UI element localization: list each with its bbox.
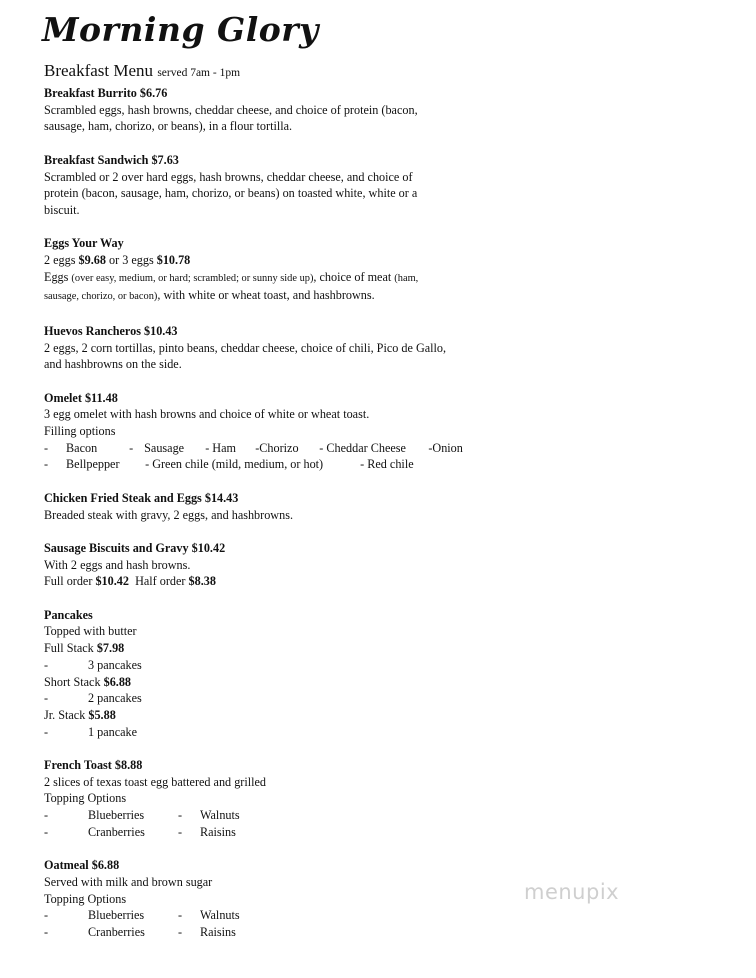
option: - Ham <box>205 440 236 455</box>
option: Walnuts <box>200 808 240 823</box>
item-name: Huevos Rancheros <box>44 323 141 338</box>
menu-item-pancakes <box>44 607 514 741</box>
item-price: $11.48 <box>84 390 118 405</box>
item-name: Breakfast Sandwich <box>44 152 149 167</box>
item-name: Sausage Biscuits and Gravy <box>44 540 189 555</box>
menu-item-huevos <box>44 323 514 373</box>
desc-rest: , with white or wheat toast, and hashbrowns. <box>157 288 375 303</box>
menu-item-oatmeal <box>44 857 514 941</box>
size-line <box>44 674 514 691</box>
two-eggs-label: 2 eggs <box>44 253 76 267</box>
desc-eggs: Eggs <box>44 269 69 284</box>
item-title <box>44 390 514 407</box>
item-description <box>44 269 514 288</box>
bullet-dash: - <box>44 908 49 923</box>
bullet-dash: - <box>44 824 49 839</box>
item-name: Omelet <box>44 390 82 405</box>
item-description: Scrambled or 2 over hard eggs, hash browns, cheddar cheese, and choice of <box>44 169 413 184</box>
topping-options-row <box>44 824 514 841</box>
item-price: $8.88 <box>114 758 143 772</box>
topping-options-row <box>44 924 514 941</box>
option: - Cheddar Cheese <box>319 440 406 455</box>
option: Cranberries <box>88 824 145 839</box>
menu-item-omelet <box>44 390 514 474</box>
option: Sausage <box>144 440 185 455</box>
option: Raisins <box>200 925 236 940</box>
watermark-logo: menupix <box>524 880 620 904</box>
item-name: Oatmeal <box>44 858 89 873</box>
item-title <box>44 323 514 340</box>
bullet-dash: - <box>178 808 183 823</box>
item-title <box>44 757 514 774</box>
option: Blueberries <box>88 908 145 923</box>
size-label: Full Stack <box>44 641 94 656</box>
or-text: or <box>109 253 120 267</box>
desc-meat: , choice of meat <box>313 269 392 284</box>
option: Cranberries <box>88 925 145 940</box>
option: -Chorizo <box>255 440 299 455</box>
desc-meat-options: (ham, <box>394 272 419 284</box>
half-order-price: $8.38 <box>188 574 216 589</box>
item-title <box>44 857 514 874</box>
menu-name: Breakfast Menu <box>44 61 154 80</box>
size-line <box>44 640 514 657</box>
item-title <box>44 490 514 507</box>
item-description: 2 slices of texas toast egg battered and grilled <box>44 774 267 789</box>
bullet-dash: - <box>178 824 183 839</box>
item-description: biscuit. <box>44 202 80 217</box>
size-label: Short Stack <box>44 674 101 689</box>
quantity: 1 pancake <box>88 724 138 739</box>
size-line <box>44 707 514 724</box>
option: Blueberries <box>88 808 145 823</box>
topping-options-row <box>44 807 514 824</box>
full-order-label: Full order <box>44 574 93 589</box>
option: Bacon <box>66 440 98 455</box>
option: - Red chile <box>360 457 414 472</box>
size-price: $7.98 <box>96 641 125 656</box>
menu-item-eggs <box>44 235 514 306</box>
item-description: Breaded steak with gravy, 2 eggs, and hashbrowns. <box>44 507 293 522</box>
item-description: and hashbrowns on the side. <box>44 357 182 372</box>
bullet-dash: - <box>44 691 49 706</box>
menu-content <box>44 85 514 957</box>
item-description: 2 eggs, 2 corn tortillas, pinto beans, cheddar cheese, choice of chili, Pico de Gallo, <box>44 340 447 355</box>
size-quantity <box>44 690 514 707</box>
item-description: Scrambled eggs, hash browns, cheddar cheese, and choice of protein (bacon, <box>44 102 418 117</box>
options-label: Topping Options <box>44 791 127 806</box>
bullet-dash: - <box>44 724 49 739</box>
served-hours: served 7am - 1pm <box>157 67 241 79</box>
item-name: Pancakes <box>44 607 93 622</box>
item-title <box>44 540 514 557</box>
item-title <box>44 152 514 169</box>
menu-heading <box>44 61 240 81</box>
options-label: Topping Options <box>44 891 127 906</box>
desc-styles: (over easy, medium, or hard; scrambled; or sunny side up) <box>71 272 314 284</box>
two-eggs-price: $9.68 <box>78 253 106 267</box>
bullet-dash: - <box>178 925 183 940</box>
size-price: $5.88 <box>88 707 116 722</box>
filling-options-row <box>44 440 514 457</box>
item-description: Topped with butter <box>44 624 137 639</box>
size-label: Jr. Stack <box>44 707 86 722</box>
item-name: French Toast <box>44 758 112 772</box>
item-price: $14.43 <box>204 490 239 505</box>
bullet-dash: - <box>44 808 49 823</box>
menu-item-chicken-fried-steak <box>44 490 514 523</box>
option: - Green chile (mild, medium, or hot) <box>145 457 324 472</box>
item-name: Eggs Your Way <box>44 236 124 251</box>
portion-prices <box>44 573 514 590</box>
desc-meat-options: sausage, chorizo, or bacon) <box>44 291 158 303</box>
bullet-dash: - <box>44 657 49 672</box>
item-title <box>44 85 514 102</box>
menu-item-french-toast <box>44 757 514 841</box>
menu-item-sandwich <box>44 152 514 219</box>
item-price: $7.63 <box>151 152 179 167</box>
size-quantity <box>44 657 514 674</box>
item-name: Chicken Fried Steak and Eggs <box>44 490 202 505</box>
item-description: sausage, ham, chorizo, or beans), in a flour tortilla. <box>44 119 293 134</box>
half-order-label: Half order <box>135 574 186 589</box>
item-description <box>44 287 514 306</box>
topping-options-row <box>44 907 514 924</box>
full-order-price: $10.42 <box>95 574 129 589</box>
bullet-dash: - <box>129 440 134 455</box>
menu-item-biscuits-gravy <box>44 540 514 590</box>
option: -Onion <box>428 440 463 455</box>
item-description: 3 egg omelet with hash browns and choice of white or wheat toast. <box>44 407 370 422</box>
options-label: Filling options <box>44 424 116 438</box>
three-eggs-label: 3 eggs <box>122 253 154 267</box>
size-quantity <box>44 724 514 741</box>
bullet-dash: - <box>44 440 49 455</box>
bullet-dash: - <box>44 457 49 472</box>
three-eggs-price: $10.78 <box>156 253 191 267</box>
item-price-line <box>44 252 514 269</box>
bullet-dash: - <box>178 908 183 923</box>
option: Raisins <box>200 824 236 839</box>
option: Walnuts <box>200 908 240 923</box>
quantity: 2 pancakes <box>88 691 142 706</box>
item-price: $10.43 <box>144 323 178 338</box>
bullet-dash: - <box>44 925 49 940</box>
menu-item-burrito <box>44 85 514 135</box>
size-price: $6.88 <box>103 674 132 689</box>
item-price: $6.76 <box>139 86 168 100</box>
item-description: protein (bacon, sausage, ham, chorizo, or beans) on toasted white, white or a <box>44 186 418 201</box>
restaurant-title: Morning Glory <box>42 10 319 49</box>
quantity: 3 pancakes <box>88 657 142 672</box>
filling-options-row <box>44 456 514 473</box>
item-price: $6.88 <box>91 858 120 873</box>
item-description: Served with milk and brown sugar <box>44 874 213 889</box>
item-name: Breakfast Burrito <box>44 86 137 100</box>
item-description: With 2 eggs and hash browns. <box>44 557 191 572</box>
item-price: $10.42 <box>191 540 226 555</box>
option: Bellpepper <box>66 457 120 472</box>
